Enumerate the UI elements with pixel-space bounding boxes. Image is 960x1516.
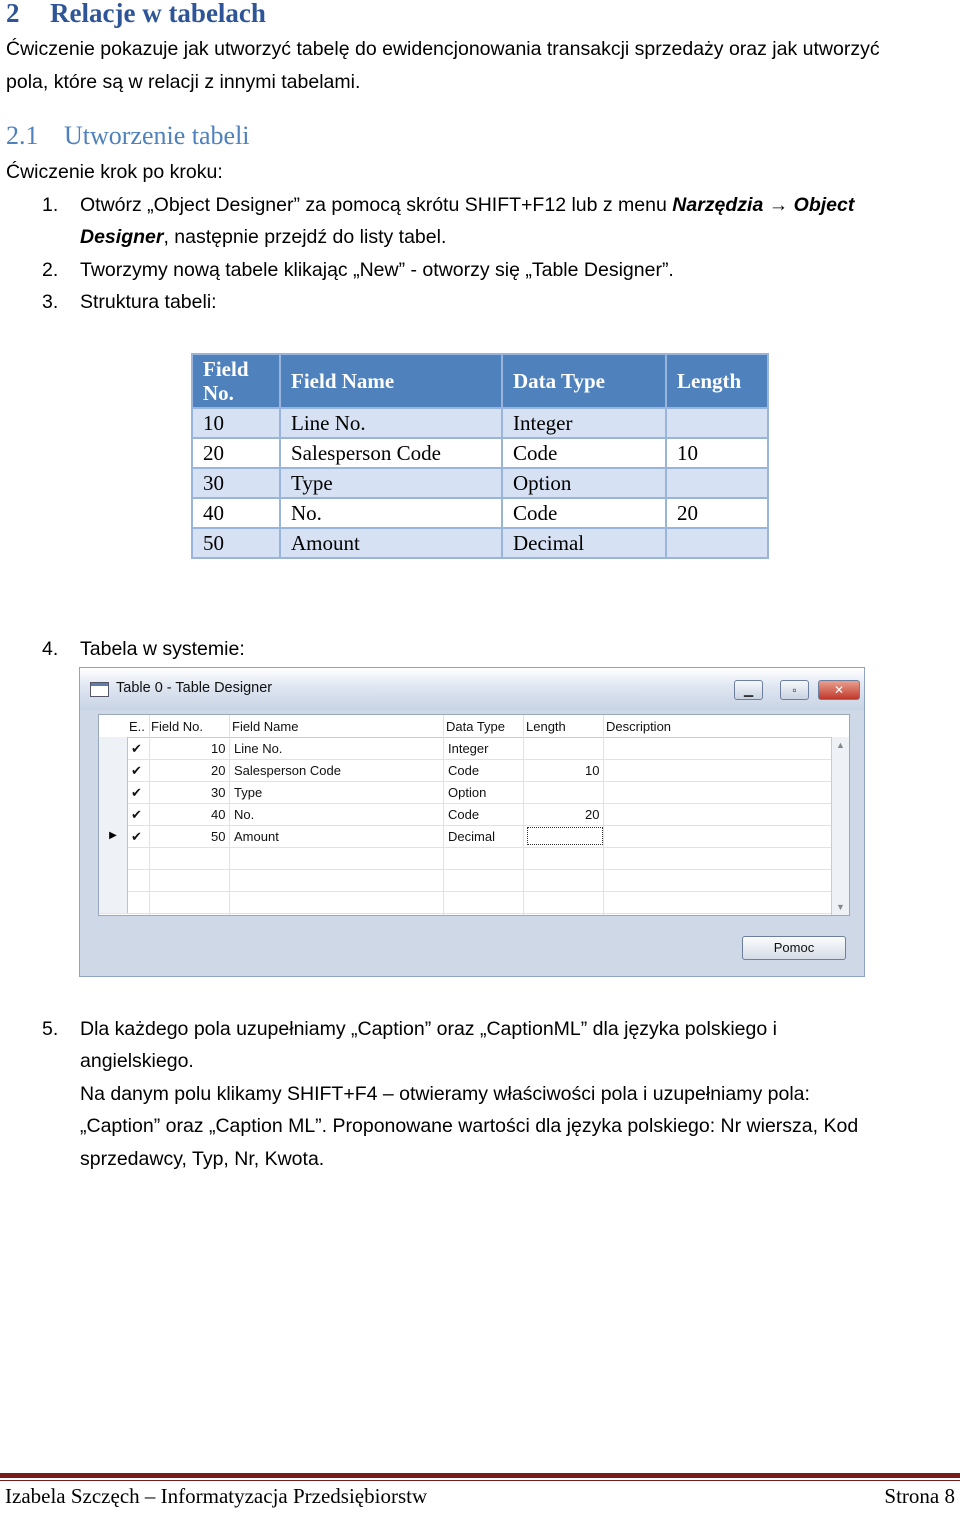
step-1-number: 1. — [42, 194, 59, 216]
table-row — [192, 408, 768, 438]
enabled-check[interactable]: ✔ — [131, 807, 142, 822]
subsection-heading — [6, 121, 250, 151]
footer-rule — [0, 1473, 960, 1478]
scroll-up-icon[interactable]: ▲ — [836, 740, 845, 750]
row-selector[interactable] — [99, 737, 128, 759]
arrow-icon: → — [768, 194, 789, 216]
row-selector[interactable] — [99, 891, 128, 913]
step-1-text-end: , następnie przejdź do listy tabel. — [163, 226, 447, 248]
structure-table-header — [192, 354, 768, 408]
cell-length — [666, 468, 768, 498]
length-cell-focused[interactable] — [527, 827, 603, 845]
field-no[interactable]: 30 — [211, 785, 226, 800]
grid-row-empty[interactable] — [99, 847, 849, 870]
data-type[interactable]: Option — [448, 785, 487, 800]
subsection-number: 2.1 — [6, 121, 39, 150]
step-4-number: 4. — [42, 638, 59, 660]
footer-author: Izabela Szczęch – Informatyzacja Przedsiębiorstw — [5, 1484, 428, 1508]
col-enabled[interactable]: E.. — [129, 719, 145, 734]
menu-narzedzia: Narzędzia — [672, 194, 764, 216]
field-name[interactable]: Line No. — [234, 741, 283, 756]
step-5 — [42, 1013, 777, 1046]
enabled-check[interactable]: ✔ — [131, 741, 142, 756]
step-2-number: 2. — [42, 259, 59, 281]
col-length[interactable]: Length — [526, 719, 566, 734]
grid-row[interactable] — [99, 803, 849, 826]
length[interactable]: 10 — [585, 763, 600, 778]
intro-line-1: Ćwiczenie pokazuje jak utworzyć tabelę do ewidencjonowania transakcji sprzedaży oraz jak utworzyć — [6, 38, 880, 60]
length[interactable]: 20 — [585, 807, 600, 822]
step-4 — [42, 633, 245, 666]
data-type[interactable]: Decimal — [448, 829, 495, 844]
close-button[interactable]: ✕ — [818, 680, 860, 700]
cell-length: 20 — [666, 498, 768, 528]
step-5-number: 5. — [42, 1018, 59, 1040]
steps-intro: Ćwiczenie krok po kroku: — [6, 161, 223, 183]
grid-row-empty[interactable] — [99, 869, 849, 892]
cell-field-name: Type — [280, 468, 502, 498]
cell-field-name: Salesperson Code — [280, 438, 502, 468]
section-heading — [6, 0, 266, 29]
cell-field-name: Amount — [280, 528, 502, 558]
step-5-line-5: sprzedawcy, Typ, Nr, Kwota. — [80, 1148, 325, 1170]
field-name[interactable]: Amount — [234, 829, 279, 844]
cell-data-type: Code — [502, 438, 666, 468]
field-name[interactable]: Type — [234, 785, 263, 800]
cell-field-no: 40 — [192, 498, 280, 528]
cell-data-type: Integer — [502, 408, 666, 438]
cell-length — [666, 528, 768, 558]
cell-data-type: Decimal — [502, 528, 666, 558]
row-selector[interactable] — [99, 869, 128, 891]
step-5-line-3: Na danym polu klikamy SHIFT+F4 – otwieramy właściwości pola i uzupełniamy pola: — [80, 1083, 810, 1105]
step-3 — [42, 286, 217, 319]
col-description[interactable]: Description — [606, 719, 672, 734]
cell-data-type: Code — [502, 498, 666, 528]
grid-row[interactable] — [99, 781, 849, 804]
page-number: Strona 8 — [884, 1484, 955, 1508]
col-field-no[interactable]: Field No. — [151, 719, 204, 734]
data-type[interactable]: Integer — [448, 741, 489, 756]
table-icon — [90, 682, 109, 697]
minimize-button[interactable]: ▁ — [734, 680, 763, 700]
col-data-type[interactable]: Data Type — [446, 719, 506, 734]
table-row — [192, 468, 768, 498]
grid-row[interactable] — [99, 759, 849, 782]
table-row — [192, 438, 768, 468]
field-name[interactable]: Salesperson Code — [234, 763, 341, 778]
step-5-line-4: „Caption” oraz „Caption ML”. Proponowane wartości dla języka polskiego: Nr wiersza, Kod — [80, 1115, 859, 1137]
table-row — [192, 498, 768, 528]
cell-field-no: 30 — [192, 468, 280, 498]
step-1-text: Otwórz „Object Designer” za pomocą skrótu SHIFT+F12 lub z menu — [80, 194, 673, 216]
scroll-down-icon[interactable]: ▼ — [836, 902, 845, 912]
grid-row-empty[interactable] — [99, 891, 849, 914]
field-no[interactable]: 50 — [211, 829, 226, 844]
step-2 — [42, 254, 674, 287]
cell-field-name: No. — [280, 498, 502, 528]
cell-data-type: Option — [502, 468, 666, 498]
subsection-title: Utworzenie tabeli — [64, 121, 250, 150]
grid-row[interactable] — [99, 737, 849, 760]
maximize-button[interactable]: ▫ — [780, 680, 809, 700]
cell-field-name: Line No. — [280, 408, 502, 438]
enabled-check[interactable]: ✔ — [131, 785, 142, 800]
step-5-line-1: Dla każdego pola uzupełniamy „Caption” oraz „CaptionML” dla języka polskiego i — [80, 1018, 777, 1040]
table-row — [192, 528, 768, 558]
fields-grid — [98, 714, 850, 916]
structure-table — [191, 353, 769, 559]
menu-object: Object — [788, 194, 855, 216]
cell-field-no: 10 — [192, 408, 280, 438]
window-title: Table 0 - Table Designer — [116, 680, 273, 696]
cell-field-no: 50 — [192, 528, 280, 558]
row-selector-current[interactable]: ▶ — [99, 825, 128, 847]
header-length: Length — [666, 354, 768, 408]
row-selector[interactable] — [99, 759, 128, 781]
step-5-line-2: angielskiego. — [80, 1050, 194, 1072]
field-no[interactable]: 40 — [211, 807, 226, 822]
step-4-text: Tabela w systemie: — [80, 638, 245, 660]
grid-header — [99, 715, 849, 738]
menu-designer: Designer — [80, 226, 164, 248]
cell-length: 10 — [666, 438, 768, 468]
enabled-check[interactable]: ✔ — [131, 763, 142, 778]
cell-field-no: 20 — [192, 438, 280, 468]
step-3-number: 3. — [42, 291, 59, 313]
grid-row[interactable] — [99, 825, 849, 848]
help-button[interactable]: Pomoc — [742, 936, 846, 960]
header-data-type: Data Type — [502, 354, 666, 408]
vertical-scrollbar[interactable] — [831, 737, 849, 915]
header-field-no: Field No. — [192, 354, 280, 408]
data-type[interactable]: Code — [448, 763, 480, 778]
col-field-name[interactable]: Field Name — [232, 719, 299, 734]
field-name[interactable]: No. — [234, 807, 255, 822]
field-no[interactable]: 10 — [211, 741, 226, 756]
step-1 — [42, 189, 854, 222]
enabled-check[interactable]: ✔ — [131, 829, 142, 844]
data-type[interactable]: Code — [448, 807, 480, 822]
intro-line-2: pola, które są w relacji z innymi tabelami. — [6, 71, 361, 93]
row-selector[interactable] — [99, 803, 128, 825]
step-2-text: Tworzymy nową tabele klikając „New” - otworzy się „Table Designer”. — [80, 259, 674, 281]
section-number: 2 — [6, 0, 20, 28]
row-selector[interactable] — [99, 781, 128, 803]
table-designer-window — [79, 667, 865, 977]
step-1-continuation — [80, 221, 446, 254]
window-titlebar — [80, 668, 864, 710]
section-title: Relacje w tabelach — [50, 0, 266, 28]
header-field-name: Field Name — [280, 354, 502, 408]
field-no[interactable]: 20 — [211, 763, 226, 778]
cell-length — [666, 408, 768, 438]
step-3-text: Struktura tabeli: — [80, 291, 217, 313]
row-selector[interactable] — [99, 847, 128, 869]
footer-rule-thin — [0, 1480, 960, 1481]
